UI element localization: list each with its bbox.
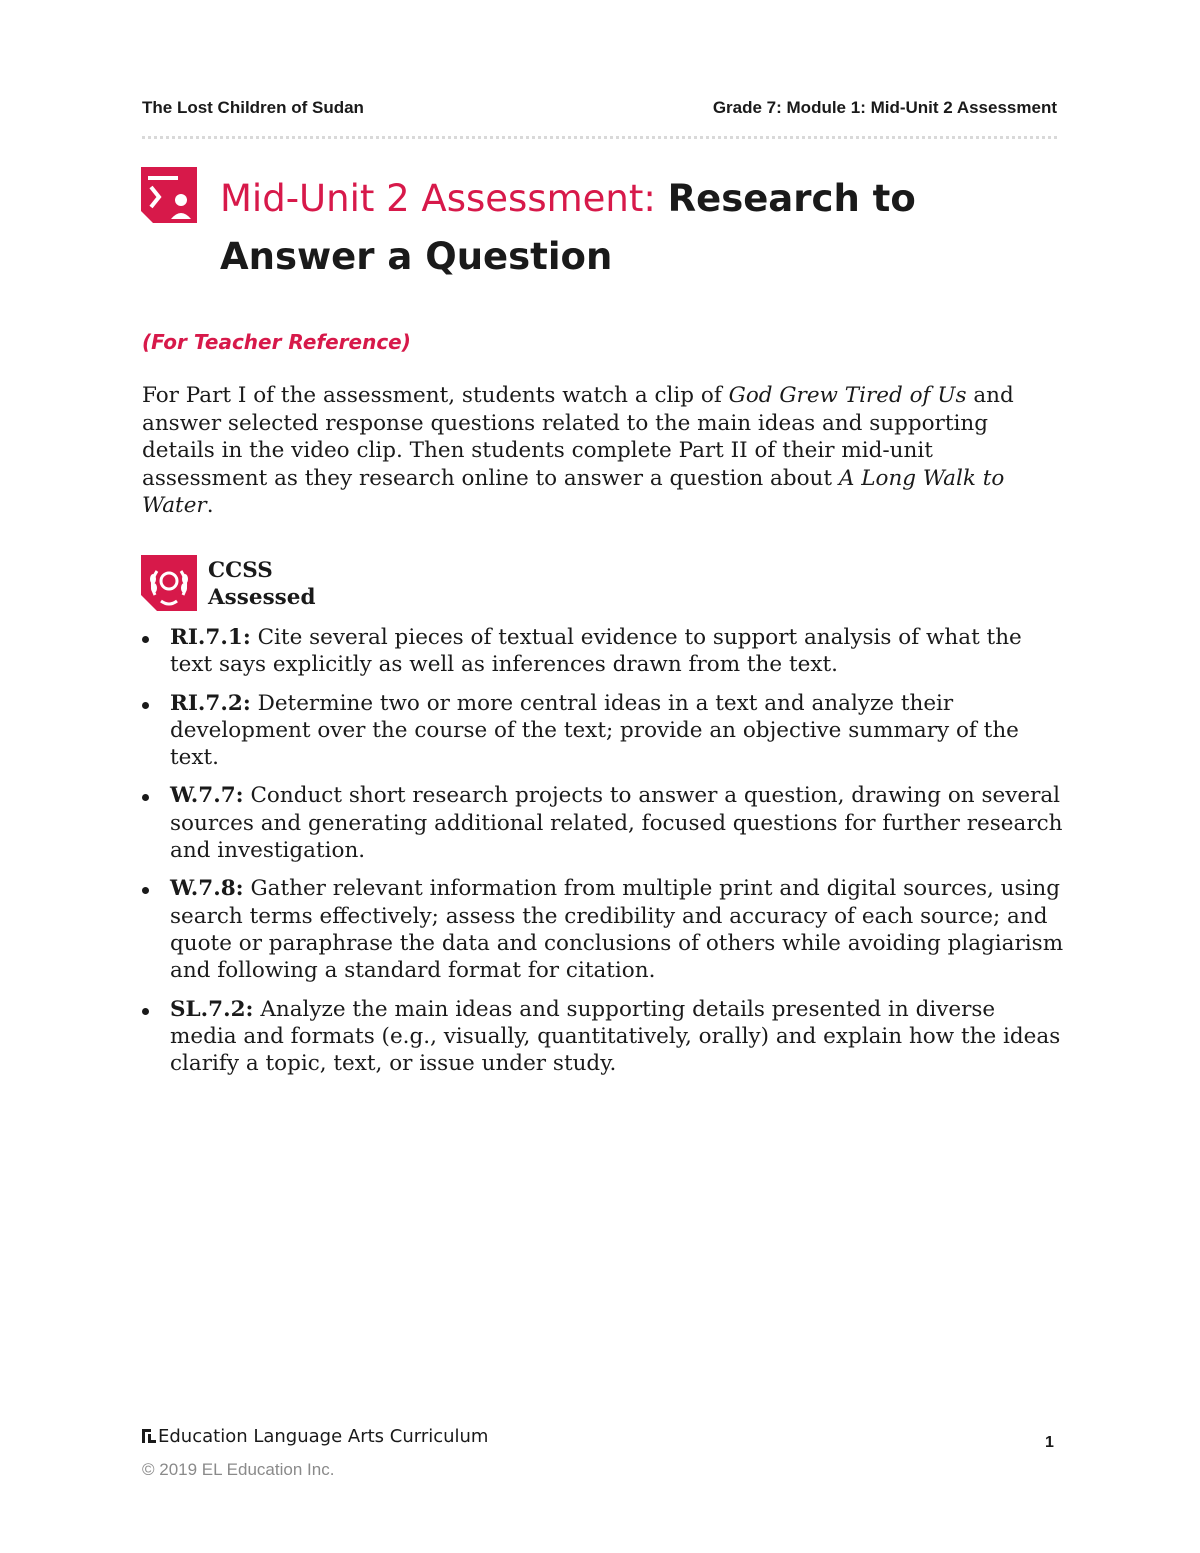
header-module-title: The Lost Children of Sudan [142, 98, 364, 117]
standard-item [142, 996, 1067, 1078]
header-grade-module: Grade 7: Module 1: Mid-Unit 2 Assessment [712, 98, 1057, 117]
standard-text: Analyze the main ideas and supporting details presented in diverse media and formats (e.g., visually, quantitatively, orally) and explain how the ideas clarify a topic, text, or issue under study. [170, 996, 1061, 1077]
standard-text: Determine two or more central ideas in a text and analyze their development over the course of the text; provide an objective summary of the text. [170, 690, 1019, 771]
standard-code: RI.7.2: [170, 690, 251, 716]
page-number: 1 [1045, 1434, 1054, 1451]
standard-code: SL.7.2: [170, 996, 254, 1022]
bullet-icon [142, 887, 149, 894]
standard-code: W.7.8: [170, 876, 244, 902]
standard-item [142, 624, 1067, 679]
intro-book-title: A Long Walk to Water [142, 465, 1005, 518]
el-logo-icon [142, 1428, 156, 1444]
standard-text: Conduct short research projects to answer a question, drawing on several sources and generating additional related, focused questions for further research and investigation. [170, 783, 1063, 864]
bullet-icon [142, 636, 149, 643]
ccss-title-line1: CCSS [208, 558, 273, 583]
ccss-section-title [208, 557, 316, 611]
standard-item [142, 782, 1067, 864]
standard-code: RI.7.1: [170, 625, 251, 650]
standard-item [142, 875, 1067, 984]
bullet-icon [142, 794, 149, 801]
header-divider [142, 136, 1057, 139]
page-header [142, 98, 1057, 124]
title-accent: Mid-Unit 2 Assessment: [220, 177, 656, 220]
standards-list [142, 624, 1067, 1088]
standard-item [142, 690, 1067, 772]
title-bold-line2: Answer a Question [220, 235, 613, 278]
intro-text-1: For Part I of the assessment, students watch a clip of [142, 383, 729, 408]
bullet-icon [142, 1008, 149, 1015]
ccss-title-line2: Assessed [208, 585, 316, 610]
intro-text-2: and answer selected response questions related to the main ideas and supporting details in the video clip. Then students complete Part II of their mid-unit assessment as they research online to answer a question about [142, 383, 1014, 491]
intro-text-3: . [206, 493, 214, 518]
footer-brand-text: Education Language Arts Curriculum [158, 1426, 489, 1447]
footer-brand [142, 1426, 488, 1447]
standard-text: Gather relevant information from multiple print and digital sources, using search terms effectively; assess the credibility and accuracy of each source; and quote or paraphrase the data and conclusions of others while avoiding plagiarism and following a standard format for citation. [170, 876, 1064, 984]
footer-copyright: © 2019 EL Education Inc. [142, 1460, 335, 1479]
ccss-laurel-icon [141, 555, 197, 611]
teacher-reference-note: (For Teacher Reference) [142, 330, 411, 354]
intro-paragraph [142, 382, 1062, 520]
standard-code: W.7.7: [170, 783, 244, 809]
title-bold-line1: Research to [667, 177, 916, 220]
page-title [220, 170, 1020, 286]
intro-film-title: God Grew Tired of Us [728, 383, 967, 408]
bullet-icon [142, 702, 149, 709]
assessment-icon [141, 167, 197, 223]
standard-text: Cite several pieces of textual evidence to support analysis of what the text says explicitly as well as inferences drawn from the text. [170, 625, 1022, 678]
